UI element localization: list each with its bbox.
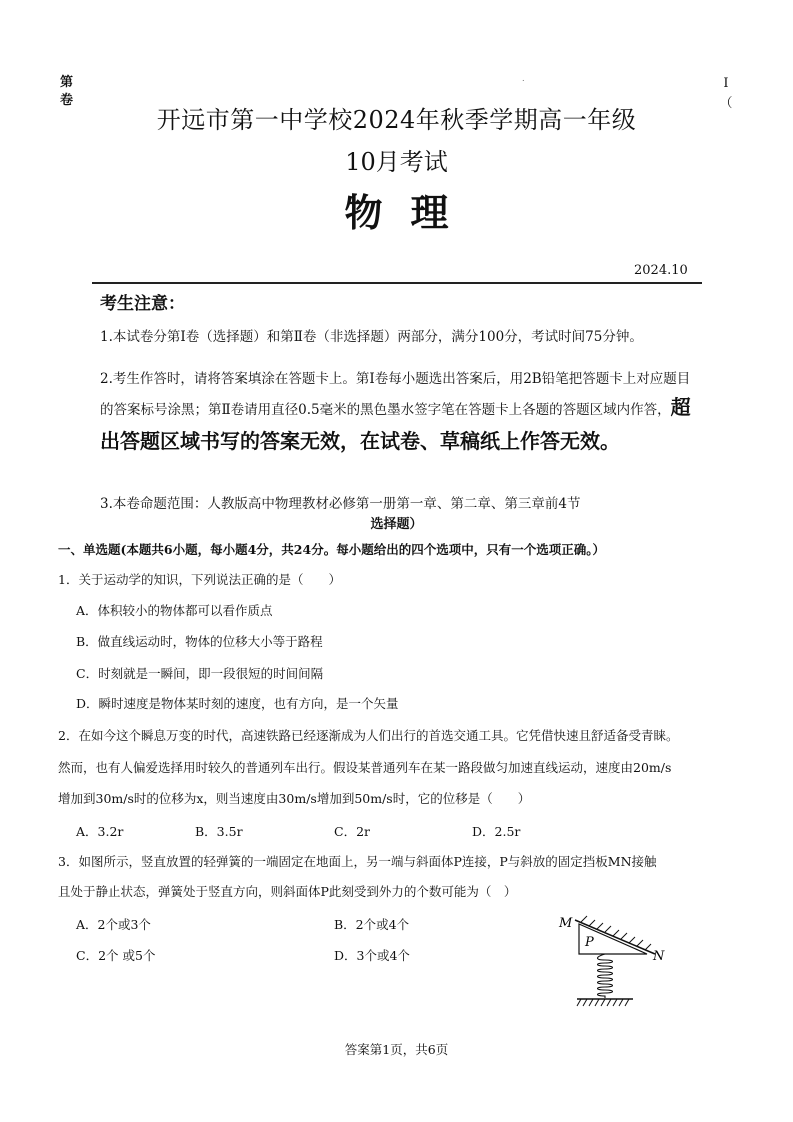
notice-item-2-text: 2.考生作答时，请将答案填涂在答题卡上。第Ⅰ卷每小题选出答案后，用2B铅笔把答题卡上对应题目的答案标号涂黑；第Ⅱ卷请用直径0.5毫米的黑色墨水签字笔在答题卡上各题的答题区域内作答， [100,371,691,418]
header-rule [92,282,702,284]
notice-heading: 考生注意： [100,294,185,314]
notice-item-2 [100,369,700,458]
subject-title: 物理 [344,191,477,235]
stray-dot: . [522,74,525,83]
q1-option-b: B．做直线运动时，物体的位移大小等于路程 [76,634,323,649]
q1-option-d: D．瞬时速度是物体某时刻的速度，也有方向，是一个矢量 [76,696,399,711]
q3-option-a: A．2个或3个 [76,917,151,932]
q2-option-d: D．2.5r [472,824,521,839]
notice-item-2-emphasis: 超出答题区域书写的答案无效，在试卷、草稿纸上作答无效。 [100,395,691,453]
spring [598,954,613,998]
q2-option-c: C．2r [334,824,370,839]
notice-item-1: 1.本试卷分第Ⅰ卷（选择题）和第Ⅱ卷（非选择题）两部分，满分100分，考试时间75分钟。 [100,329,643,345]
q2-stem-line3: 增加到30m/s时的位移为x，则当速度由30m/s增加到50m/s时，它的位移是（ ） [58,791,531,806]
label-p: P [585,935,594,950]
label-m: M [559,916,573,931]
q1-option-c: C．时刻就是一瞬间，即一段很短的时间间隔 [76,666,324,681]
q3-stem-line2: 且处于静止状态，弹簧处于竖直方向，则斜面体P此刻受到外力的个数可能为（ ） [58,884,517,899]
section-title: 选择题） [370,517,423,532]
q2-stem-line1: 2．在如今这个瞬息万变的时代，高速铁路已经逐渐成为人们出行的首选交通工具。它凭借快速且舒适备受青睐。 [58,728,679,743]
q2-stem-line2: 然而，也有人偏爱选择用时较久的普通列车出行。假设某普通列车在某一路段做匀加速直线运动，速度由20m/s [58,760,672,775]
q2-option-a: A．3.2r [76,824,124,839]
side-margin-label-right: I （ [719,76,733,111]
q3-spring-incline-figure [555,910,675,1015]
q3-option-c: C．2个 或5个 [76,948,156,963]
part1-heading: 一、单选题(本题共6小题，每小题4分，共24分。每小题给出的四个选项中，只有一个选项正确。） [58,542,605,557]
exam-title-line2: 10月考试 [345,148,448,176]
q3-option-d: D．3个或4个 [334,948,410,963]
notice-item-3: 3.本卷命题范围：人教版高中物理教材必修第一册第一章、第二章、第三章前4节 [100,496,581,512]
exam-title-line1: 开远市第一中学校2024年秋季学期高一年级 [156,106,637,134]
q3-option-b: B．2个或4个 [334,917,410,932]
q3-stem-line1: 3．如图所示，竖直放置的轻弹簧的一端固定在地面上，另一端与斜面体P连接，P与斜放的固定挡板MN接触 [58,854,657,869]
exam-date: 2024.10 [634,263,688,278]
side-margin-label-left: 第 卷 [60,75,74,108]
page-footer: 答案第1页，共6页 [344,1042,449,1057]
q1-stem: 1．关于运动学的知识，下列说法正确的是（ ） [58,572,341,587]
ground-hatch [577,999,629,1006]
label-n: N [653,949,665,964]
q2-option-b: B．3.5r [195,824,243,839]
q1-option-a: A．体积较小的物体都可以看作质点 [76,603,273,618]
